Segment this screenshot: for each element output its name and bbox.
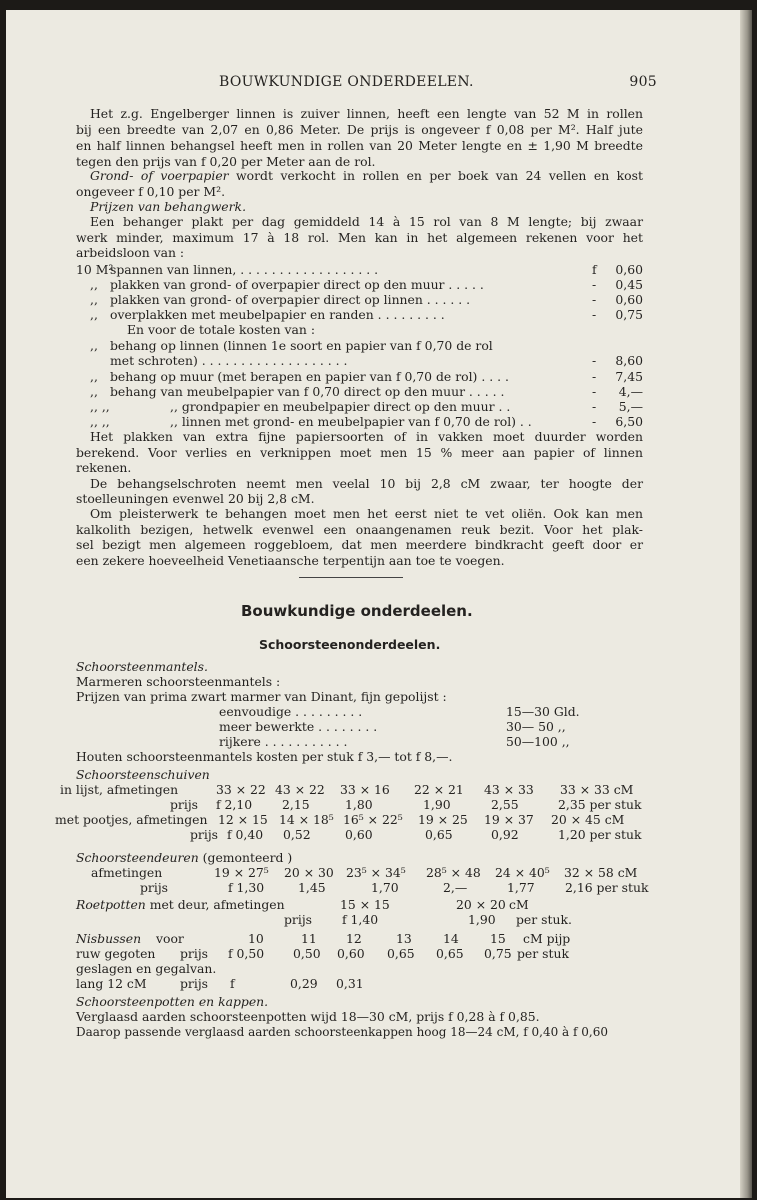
table-cell: 20 × 45 cM (551, 812, 625, 827)
table-cell: per stuk (517, 946, 569, 961)
row-label: in lijst, afmetingen (60, 782, 179, 797)
table-cell: 0,65 (436, 946, 464, 961)
text-line: Daarop passende verglaasd aarden schoorsteenkappen hoog 18—24 cM, f 0,40 à f 0,60 (76, 1025, 608, 1039)
table-cell: 1,20 per stuk (558, 827, 642, 842)
price-row-currency: - (592, 307, 597, 322)
table-cell: 33 × 16 (340, 782, 390, 797)
table-cell: f 0,40 (227, 827, 264, 842)
paragraph-line: Het z.g. Engelberger linnen is zuiver linnen, heeft een lengte van 52 M in rollen (90, 106, 643, 121)
table-cell: 0,92 (491, 827, 519, 842)
row-label: afmetingen (91, 865, 163, 880)
table-cell: 0,60 (345, 827, 373, 842)
table-cell: 0,31 (336, 976, 364, 991)
paragraph-line: werk minder, maximum 17 à 18 rol. Men kan in het algemeen rekenen voor het (76, 230, 643, 245)
table-cell: 20 × 20 (456, 897, 506, 912)
price-row-currency: - (592, 399, 597, 414)
roetpotten-line: Roetpotten met deur, afmetingen (76, 897, 285, 912)
price-row-text: ,, linnen met grond- en meubelpapier van f 0,70 de rol) . . (170, 414, 532, 429)
price-row-text: behang op muur (met berapen en papier van f 0,70 de rol) . . . . (110, 369, 509, 384)
price-row-currency: - (592, 353, 597, 368)
table-cell: 0,29 (290, 976, 318, 991)
table-cell: 2,55 (491, 797, 519, 812)
table-cell: 1,70 (371, 880, 399, 895)
price-row-value: 8,60 (615, 353, 643, 368)
paragraph-line: berekend. Voor verlies en verknippen moet men 15 % meer aan papier of linnen (76, 445, 643, 460)
table-cell: 2,15 (282, 797, 310, 812)
paragraph-line: rekenen. (76, 460, 132, 475)
total-costs-label: En voor de totale kosten van : (127, 322, 316, 337)
price-row-prefix: ,, ,, (90, 399, 110, 414)
paragraph-line: Grond- of voerpapier wordt verkocht in rollen en per boek van 24 vellen en kost (90, 168, 643, 183)
price-row-currency: - (592, 384, 597, 399)
subheading-mantels: Schoorsteenmantels. (76, 659, 208, 674)
mantel-price: 50—100 ,, (506, 734, 570, 749)
price-row-value: 0,75 (615, 307, 643, 322)
table-cell: 2,— (443, 880, 468, 895)
paragraph-line: De behangselschroten neemt men veelal 10 bij 2,8 cM zwaar, ter hoogte der (90, 476, 643, 491)
running-header-title: BOUWKUNDIGE ONDERDEELEN. (219, 74, 474, 90)
price-row-prefix: ,, (90, 292, 98, 307)
price-row-text: plakken van grond- of overpapier direct op den muur . . . . . (110, 277, 484, 292)
row-label: voor (156, 931, 184, 946)
paragraph-line: een zekere hoeveelheid Venetiaansche terpentijn aan toe te voegen. (76, 553, 505, 568)
subsection-title: Schoorsteenonderdeelen. (259, 637, 441, 652)
text-line: Marmeren schoorsteenmantels : (76, 674, 281, 689)
table-cell: 16⁵ × 22⁵ (343, 812, 403, 827)
paragraph-line: bij een breedte van 2,07 en 0,86 Meter. De prijs is ongeveer f 0,08 per M². Half jute (76, 122, 643, 137)
paragraph-line: Om pleisterwerk te behangen moet men het eerst niet te vet oliën. Ook kan men (90, 506, 643, 521)
paragraph-line: arbeidsloon van : (76, 245, 185, 260)
price-row-text: spannen van linnen, . . . . . . . . . . . . . . . . . . (110, 262, 379, 277)
table-cell: 28⁵ × 48 (426, 865, 481, 880)
price-row-text: ,, grondpapier en meubelpapier direct op den muur . . (170, 399, 511, 414)
table-cell: 12 × 15 (218, 812, 268, 827)
table-cell: 0,50 (293, 946, 321, 961)
table-cell: 0,60 (337, 946, 365, 961)
price-row-prefix: ,, (90, 369, 98, 384)
mantel-type: eenvoudige . . . . . . . . . (219, 704, 363, 719)
price-row-text: plakken van grond- of overpapier direct op linnen . . . . . . (110, 292, 471, 307)
price-row-prefix: ,, (90, 338, 98, 353)
table-cell: 0,52 (283, 827, 311, 842)
paragraph-line: Het plakken van extra fijne papiersoorten of in vakken moet duurder worden (90, 429, 643, 444)
table-cell: 0,65 (387, 946, 415, 961)
price-row-value: 5,— (618, 399, 643, 414)
table-cell: 13 (396, 931, 412, 946)
price-row-text: behang van meubelpapier van f 0,70 direct op den muur . . . . . (110, 384, 505, 399)
row-label: prijs (170, 797, 199, 812)
row-label: prijs (140, 880, 169, 895)
table-cell: 23⁵ × 34⁵ (346, 865, 406, 880)
price-row-text: overplakken met meubelpapier en randen . . . . . . . . . (110, 307, 445, 322)
price-row-currency: - (592, 292, 597, 307)
price-row-prefix: ,, ,, (90, 414, 110, 429)
paragraph-line: kalkolith bezigen, hetwelk evenwel een onaangenamen reuk bezit. Voor het plak- (76, 522, 643, 537)
price-row-value: 7,45 (615, 369, 643, 384)
table-cell: 1,90 (423, 797, 451, 812)
table-cell: 1,90 (468, 912, 496, 927)
mantel-price: 30— 50 ,, (506, 719, 566, 734)
table-cell: f 2,10 (216, 797, 253, 812)
price-row-prefix: ,, (90, 277, 98, 292)
page-edge (740, 10, 752, 1198)
table-cell: 19 × 37 (484, 812, 534, 827)
row-label: prijs (284, 912, 313, 927)
table-cell: 22 × 21 (414, 782, 464, 797)
table-cell: f 1,30 (228, 880, 265, 895)
price-row-currency: - (592, 414, 597, 429)
section-title: Bouwkundige onderdeelen. (241, 602, 473, 620)
row-label: geslagen en gegalvan. (76, 961, 217, 976)
table-cell: 33 × 33 cM (560, 782, 634, 797)
section-divider (299, 577, 403, 578)
subheading-deuren: Schoorsteendeuren (gemonteerd ) (76, 850, 293, 865)
table-cell: 0,75 (484, 946, 512, 961)
subheading-nisbussen: Nisbussen (76, 931, 142, 946)
paragraph-line: Een behanger plakt per dag gemiddeld 14 à 15 rol van 8 M lengte; bij zwaar (90, 214, 643, 229)
price-row-value: 0,45 (615, 277, 643, 292)
row-label: prijs (180, 946, 209, 961)
italic-term: Grond- of voerpapier (90, 168, 229, 183)
table-cell: 32 × 58 cM (564, 865, 638, 880)
paragraph-line: ongeveer f 0,10 per M². (76, 184, 226, 199)
table-cell: 14 × 18⁵ (279, 812, 334, 827)
table-cell: 33 × 22 (216, 782, 266, 797)
text-line: Prijzen van prima zwart marmer van Dinant, fijn gepolijst : (76, 689, 447, 704)
price-row-value: 0,60 (615, 292, 643, 307)
table-cell: 1,80 (345, 797, 373, 812)
table-cell: 2,16 per stuk (565, 880, 649, 895)
table-cell: 12 (346, 931, 362, 946)
price-row-value: 6,50 (615, 414, 643, 429)
paragraph-line: stoelleuningen evenwel 20 bij 2,8 cM. (76, 491, 315, 506)
row-label: prijs (180, 976, 209, 991)
table-cell: 0,65 (425, 827, 453, 842)
price-row-currency: f (592, 262, 597, 277)
table-cell: 10 (248, 931, 264, 946)
paragraph-line: en half linnen behangsel heeft men in rollen van 20 Meter lengte en ± 1,90 M breedte (76, 138, 643, 153)
table-cell: f 0,50 (228, 946, 265, 961)
price-row-currency: - (592, 369, 597, 384)
table-cell: per stuk. (516, 912, 572, 927)
page-number: 905 (629, 74, 657, 90)
row-label: prijs (190, 827, 219, 842)
table-cell: cM pijp (523, 931, 571, 946)
mantel-type: rijkere . . . . . . . . . . . (219, 734, 348, 749)
price-row-prefix: 10 M² (76, 262, 114, 277)
mantel-type: meer bewerkte . . . . . . . . (219, 719, 378, 734)
table-cell: cM (509, 897, 529, 912)
table-cell: 24 × 40⁵ (495, 865, 550, 880)
table-cell: 43 × 22 (275, 782, 325, 797)
subheading-potten: Schoorsteenpotten en kappen. (76, 994, 269, 1009)
table-cell: 1,45 (298, 880, 326, 895)
table-cell: 19 × 25 (418, 812, 468, 827)
price-row-value: 0,60 (615, 262, 643, 277)
paragraph-line: tegen den prijs van f 0,20 per Meter aan de rol. (76, 154, 376, 169)
price-row-value: 4,— (618, 384, 643, 399)
table-cell: 20 × 30 (284, 865, 334, 880)
table-cell: f 1,40 (342, 912, 379, 927)
text-line: Houten schoorsteenmantels kosten per stuk f 3,— tot f 8,—. (76, 749, 453, 764)
table-cell: 15 × 15 (340, 897, 390, 912)
table-cell: 15 (490, 931, 506, 946)
price-row-text: behang op linnen (linnen 1e soort en papier van f 0,70 de rol (110, 338, 493, 353)
subheading-schuiven: Schoorsteenschuiven (76, 767, 210, 782)
table-cell: f (230, 976, 235, 991)
row-label: lang 12 cM (76, 976, 147, 991)
table-cell: 14 (443, 931, 459, 946)
row-label: met pootjes, afmetingen (55, 812, 208, 827)
paragraph-line: sel bezigt men algemeen roggebloem, dat men meerdere bindkracht geeft door er (76, 537, 643, 552)
mantel-price: 15—30 Gld. (506, 704, 580, 719)
subheading-prijzen: Prijzen van behangwerk. (90, 199, 247, 214)
price-row-currency: - (592, 277, 597, 292)
row-label: ruw gegoten (76, 946, 156, 961)
price-row-prefix: ,, (90, 384, 98, 399)
table-cell: 11 (301, 931, 317, 946)
table-cell: 1,77 (507, 880, 535, 895)
table-cell: 19 × 27⁵ (214, 865, 269, 880)
text-line: Verglaasd aarden schoorsteenpotten wijd 18—30 cM, prijs f 0,28 à f 0,85. (76, 1009, 540, 1024)
price-row-prefix: ,, (90, 307, 98, 322)
table-cell: 43 × 33 (484, 782, 534, 797)
price-row-text: met schroten) . . . . . . . . . . . . . . . . . . . (110, 353, 348, 368)
table-cell: 2,35 per stuk (558, 797, 642, 812)
